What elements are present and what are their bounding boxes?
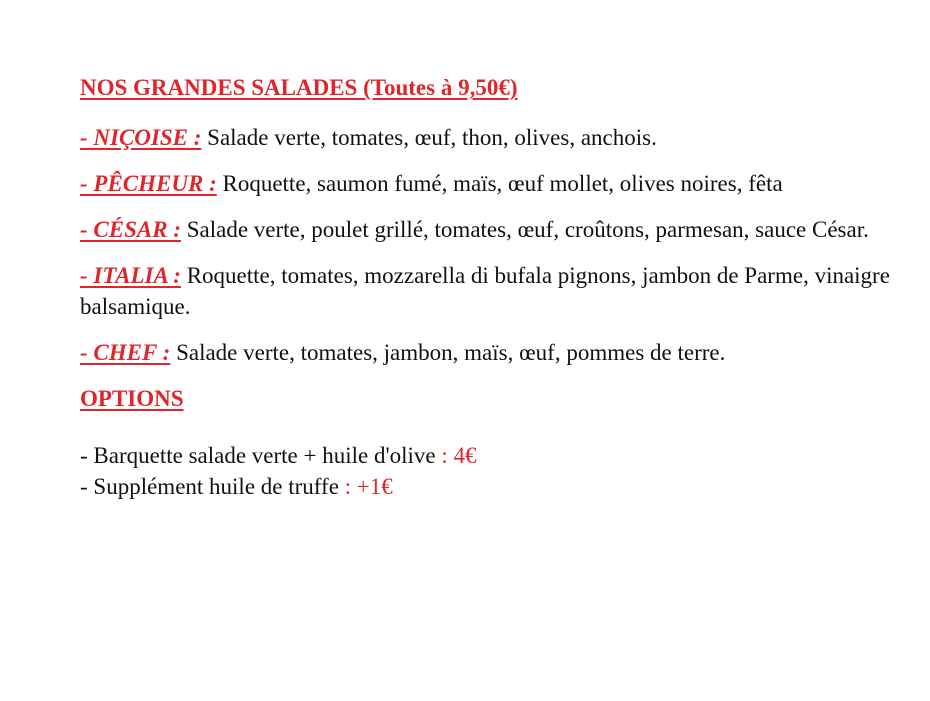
salad-item-pecheur [80, 168, 890, 199]
salad-label: - CÉSAR : [80, 217, 181, 242]
options-title: OPTIONS [80, 386, 184, 411]
salad-item-cesar [80, 214, 890, 245]
option-item-truffe [80, 471, 890, 502]
salad-description: Salade verte, tomates, jambon, maïs, œuf, pommes de terre. [176, 340, 726, 365]
salad-label: - NIÇOISE : [80, 125, 202, 150]
salad-description: Salade verte, tomates, œuf, thon, olives, anchois. [207, 125, 657, 150]
salad-description: Salade verte, poulet grillé, tomates, œuf, croûtons, parmesan, sauce César. [186, 217, 869, 242]
option-price: : 4€ [441, 443, 477, 468]
menu-title: NOS GRANDES SALADES (Toutes à 9,50€) [80, 75, 518, 100]
salad-item-chef [80, 337, 890, 368]
option-price: : +1€ [344, 474, 393, 499]
salad-item-nicoise [80, 122, 890, 153]
salad-description: Roquette, saumon fumé, maïs, œuf mollet, olives noires, fêta [222, 171, 783, 196]
salad-label: - ITALIA : [80, 263, 181, 288]
salad-label: - PÊCHEUR : [80, 171, 217, 196]
menu-page [80, 72, 890, 502]
salad-description: Roquette, tomates, mozzarella di bufala pignons, jambon de Parme, vinaigre balsamique. [80, 263, 890, 319]
option-text: - Barquette salade verte + huile d'olive [80, 443, 436, 468]
salad-item-italia [80, 260, 890, 322]
salad-label: - CHEF : [80, 340, 171, 365]
option-text: - Supplément huile de truffe [80, 474, 339, 499]
option-item-barquette [80, 440, 890, 471]
